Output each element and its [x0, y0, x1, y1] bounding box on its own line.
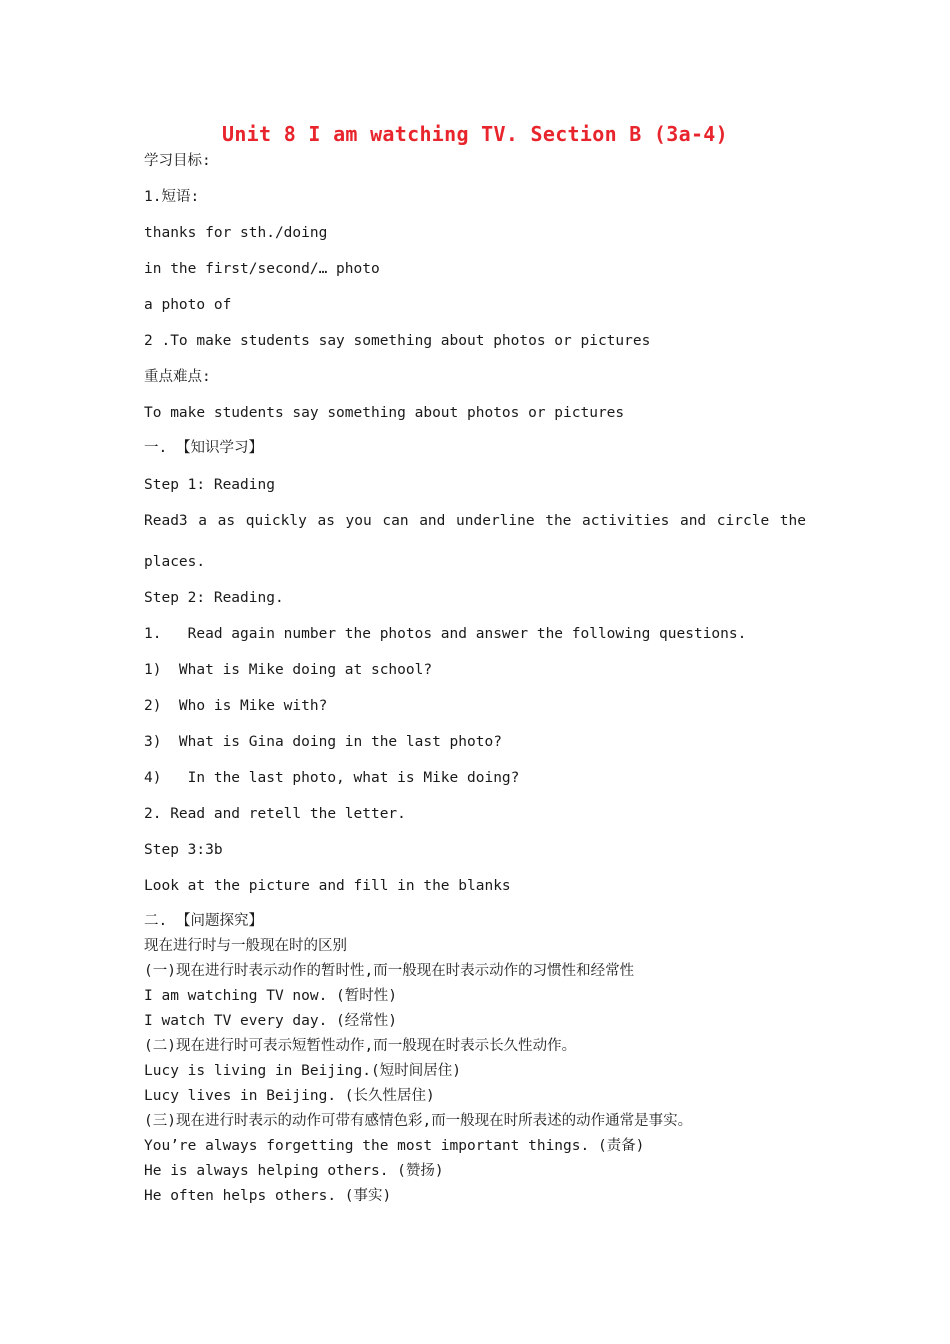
text-line: 2. Read and retell the letter. — [144, 806, 406, 822]
text-line: To make students say something about photos or pictures — [144, 405, 625, 421]
question-line: 2) Who is Mike with? — [144, 698, 328, 714]
question-line: 3) What is Gina doing in the last photo? — [144, 734, 502, 750]
text-line: 重点难点: — [144, 369, 211, 385]
text-line: Step 1: Reading — [144, 477, 275, 493]
section-heading: 一. 【知识学习】 — [144, 440, 263, 456]
example-line: He often helps others. (事实) — [144, 1188, 392, 1204]
text-line: Step 2: Reading. — [144, 590, 284, 606]
question-line: 1) What is Mike doing at school? — [144, 662, 433, 678]
example-line: Lucy lives in Beijing. (长久性居住) — [144, 1088, 435, 1104]
example-line: Lucy is living in Beijing.(短时间居住) — [144, 1063, 461, 1079]
text-line: Read3 a as quickly as you can and underline the activities and circle the — [144, 513, 806, 529]
text-line: (三)现在进行时表示的动作可带有感情色彩,而一般现在时所表述的动作通常是事实。 — [144, 1113, 693, 1129]
text-line: 2 .To make students say something about photos or pictures — [144, 333, 651, 349]
text-line: (二)现在进行时可表示短暂性动作,而一般现在时表示长久性动作。 — [144, 1038, 577, 1054]
section-heading: 二. 【问题探究】 — [144, 913, 263, 929]
example-line: I watch TV every day. (经常性) — [144, 1013, 398, 1029]
example-line: He is always helping others. (赞扬) — [144, 1163, 444, 1179]
example-line: You’re always forgetting the most important things. (责备) — [144, 1138, 645, 1154]
page-title: Unit 8 I am watching TV. Section B (3a-4) — [222, 122, 728, 146]
text-line: 现在进行时与一般现在时的区别 — [144, 938, 347, 954]
text-line: thanks for sth./doing — [144, 225, 328, 241]
text-line: Step 3:3b — [144, 842, 223, 858]
text-line: Look at the picture and fill in the blanks — [144, 878, 511, 894]
question-line: 4) In the last photo, what is Mike doing? — [144, 770, 520, 786]
text-line: 1.短语: — [144, 189, 200, 205]
text-line: 学习目标: — [144, 153, 211, 169]
text-line: in the first/second/… photo — [144, 261, 380, 277]
text-line: places. — [144, 554, 206, 570]
text-line: (一)现在进行时表示动作的暂时性,而一般现在时表示动作的习惯性和经常性 — [144, 963, 635, 979]
example-line: I am watching TV now. (暂时性) — [144, 988, 398, 1004]
text-line: 1. Read again number the photos and answer the following questions. — [144, 626, 747, 642]
text-line: a photo of — [144, 297, 232, 313]
